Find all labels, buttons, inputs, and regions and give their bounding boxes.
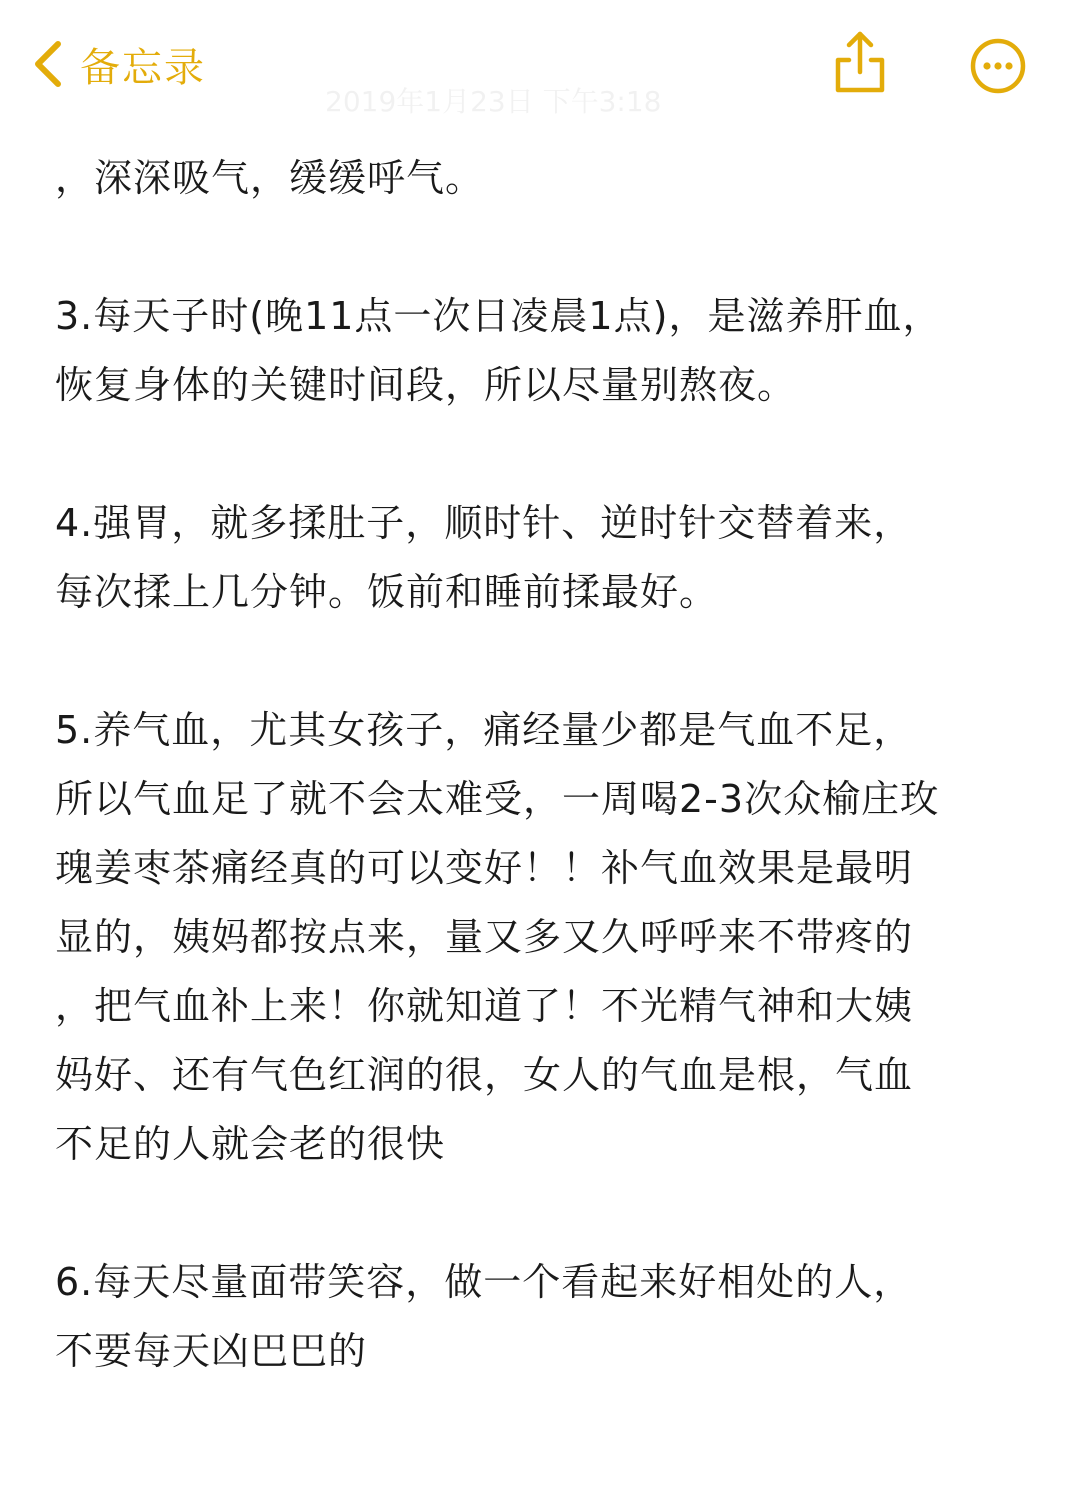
back-button[interactable] xyxy=(28,34,206,94)
note-paragraph: 5.养气血，尤其女孩子，痛经量少都是气血不足， 所以气血足了就不会太难受，一周喝2-3次众榆庄玫 瑰姜枣茶痛经真的可以变好！！补气血效果是最明 显的，姨妈都按点来，量又多又久呼呼来不带疼的 ，把气血补上来！你就知道了！不光精气神和大姨 妈好、还有气色红润的很，女人的气血是根，气血 不足的人就会老的很快 xyxy=(55,708,940,1166)
back-label: 备忘录 xyxy=(80,44,206,91)
note-paragraph: 3.每天子时(晚11点一次日凌晨1点)，是滋养肝血， 恢复身体的关键时间段，所以尽量别熬夜。 xyxy=(55,294,942,407)
more-icon xyxy=(968,36,1028,96)
share-icon xyxy=(830,28,890,96)
share-button[interactable] xyxy=(830,28,890,96)
more-button[interactable] xyxy=(968,36,1028,96)
chevron-left-icon xyxy=(28,36,74,92)
note-paragraph: 6.每天尽量面带笑容，做一个看起来好相处的人， 不要每天凶巴巴的 xyxy=(55,1260,913,1373)
nav-bar xyxy=(0,0,1080,130)
note-paragraph: ，深深吸气，缓缓呼气。 xyxy=(55,156,485,200)
note-date: 2019年1月23日 下午3:18 xyxy=(325,85,662,118)
note-body[interactable] xyxy=(55,144,1065,1455)
note-paragraph: 4.强胃，就多揉肚子，顺时针、逆时针交替着来， 每次揉上几分钟。饭前和睡前揉最好。 xyxy=(55,501,913,614)
